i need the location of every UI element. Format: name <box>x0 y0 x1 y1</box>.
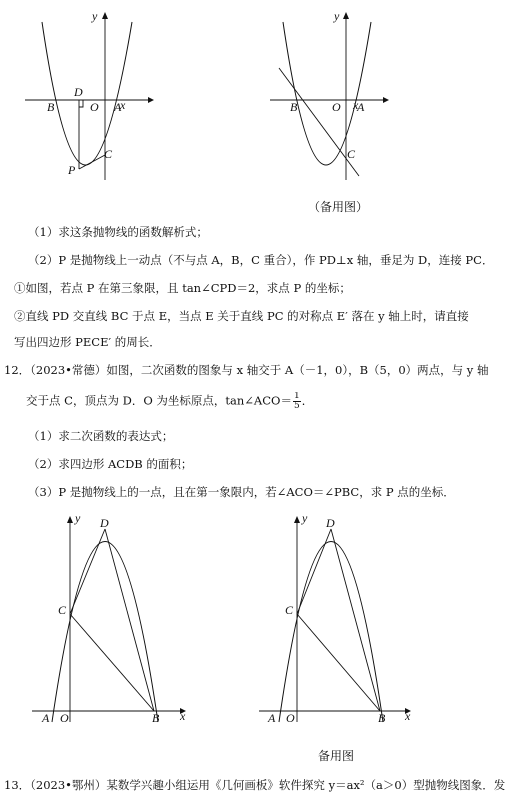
figure-2 <box>265 8 405 183</box>
q13-stem-line1: 13．（2023•鄂州）某数学兴趣小组运用《几何画板》软件探究 y＝ax²（a＞0）型抛物线图象．发 <box>4 778 506 792</box>
x-label: x <box>120 98 126 112</box>
point-a-label: A <box>268 711 276 725</box>
parabola <box>279 542 383 723</box>
fraction-one-fifth <box>293 392 301 411</box>
figure-3-svg <box>28 510 193 725</box>
x-label: x <box>405 709 411 723</box>
parabola <box>52 542 158 723</box>
x-label: x <box>353 98 359 112</box>
point-c-label: C <box>347 147 356 161</box>
q12-stem-line2-text: 交于点 C，顶点为 D．O 为坐标原点，tan∠ACO＝ <box>26 393 292 408</box>
point-d-label: D <box>100 516 109 530</box>
point-c-label: C <box>58 603 67 617</box>
y-axis-arrow <box>67 516 73 523</box>
segment-cd <box>70 529 105 614</box>
q11-part2-sub2-cont: 写出四边形 PECE′ 的周长． <box>14 335 161 349</box>
y-label: y <box>75 511 81 525</box>
point-p-label: P <box>68 163 76 177</box>
origin-label: O <box>60 711 69 725</box>
fraction-numerator: 1 <box>293 392 300 401</box>
q12-stem-line1: 12．（2023•常德）如图，二次函数的图象与 x 轴交于 A（－1，0），B（5，0）两点，与 y 轴 <box>4 363 489 377</box>
point-a-label: A <box>42 711 50 725</box>
y-label: y <box>302 511 308 525</box>
x-axis-arrow <box>148 97 154 103</box>
point-b-label: B <box>378 711 386 725</box>
point-d-label: D <box>326 516 335 530</box>
y-axis-arrow <box>343 12 349 19</box>
x-axis-arrow <box>383 97 389 103</box>
figure-2-caption: （备用图） <box>308 200 369 214</box>
figure-1-svg <box>20 8 160 183</box>
parabola <box>283 22 371 165</box>
y-axis-arrow <box>102 12 108 19</box>
segment-pc <box>79 155 105 169</box>
figure-4-svg <box>255 510 420 725</box>
q11-part1: （1）求这条抛物线的函数解析式； <box>28 225 208 239</box>
point-d-label: D <box>74 85 83 99</box>
q12-part2: （2）求四边形 ACDB 的面积； <box>28 457 193 471</box>
origin-label: O <box>332 100 341 114</box>
segment-cd <box>297 529 331 614</box>
fraction-denominator: 5 <box>293 401 300 411</box>
q11-part2: （2）P 是抛物线上一动点（不与点 A，B，C 重合），作 PD⊥x 轴，垂足为 D，连接 PC． <box>28 253 494 267</box>
x-label: x <box>180 709 186 723</box>
origin-label: O <box>286 711 295 725</box>
point-b-label: B <box>152 711 160 725</box>
figure-4 <box>255 510 420 725</box>
y-label: y <box>92 9 98 23</box>
figure-4-caption: 备用图 <box>318 749 355 763</box>
q12-stem-line2 <box>26 392 523 411</box>
figure-2-svg <box>265 8 405 183</box>
q12-stem-line2-end: ． <box>301 393 314 408</box>
point-c-label: C <box>285 603 294 617</box>
figure-3 <box>28 510 193 725</box>
point-c-label: C <box>104 147 113 161</box>
q11-part2-sub2: ②直线 PD 交直线 BC 于点 E，当点 E 关于直线 PC 的对称点 E′ 落在 y 轴上时，请直接 <box>14 309 469 323</box>
point-b-label: B <box>47 100 55 114</box>
segment-db <box>105 529 154 711</box>
q12-part3: （3）P 是抛物线上的一点，且在第一象限内，若∠ACO＝∠PBC，求 P 点的坐标． <box>28 485 455 499</box>
segment-db <box>331 529 380 711</box>
y-axis-arrow <box>294 516 300 523</box>
parabola <box>42 22 132 165</box>
q11-part2-sub1: ①如图，若点 P 在第三象限，且 tan∠CPD＝2，求点 P 的坐标； <box>14 281 351 295</box>
right-angle-mark <box>79 100 83 107</box>
origin-label: O <box>90 100 99 114</box>
point-a-label: A <box>114 100 122 114</box>
figure-1 <box>20 8 160 183</box>
point-b-label: B <box>290 100 298 114</box>
y-label: y <box>334 9 340 23</box>
point-a-label: A <box>357 100 365 114</box>
q12-part1: （1）求二次函数的表达式； <box>28 429 174 443</box>
